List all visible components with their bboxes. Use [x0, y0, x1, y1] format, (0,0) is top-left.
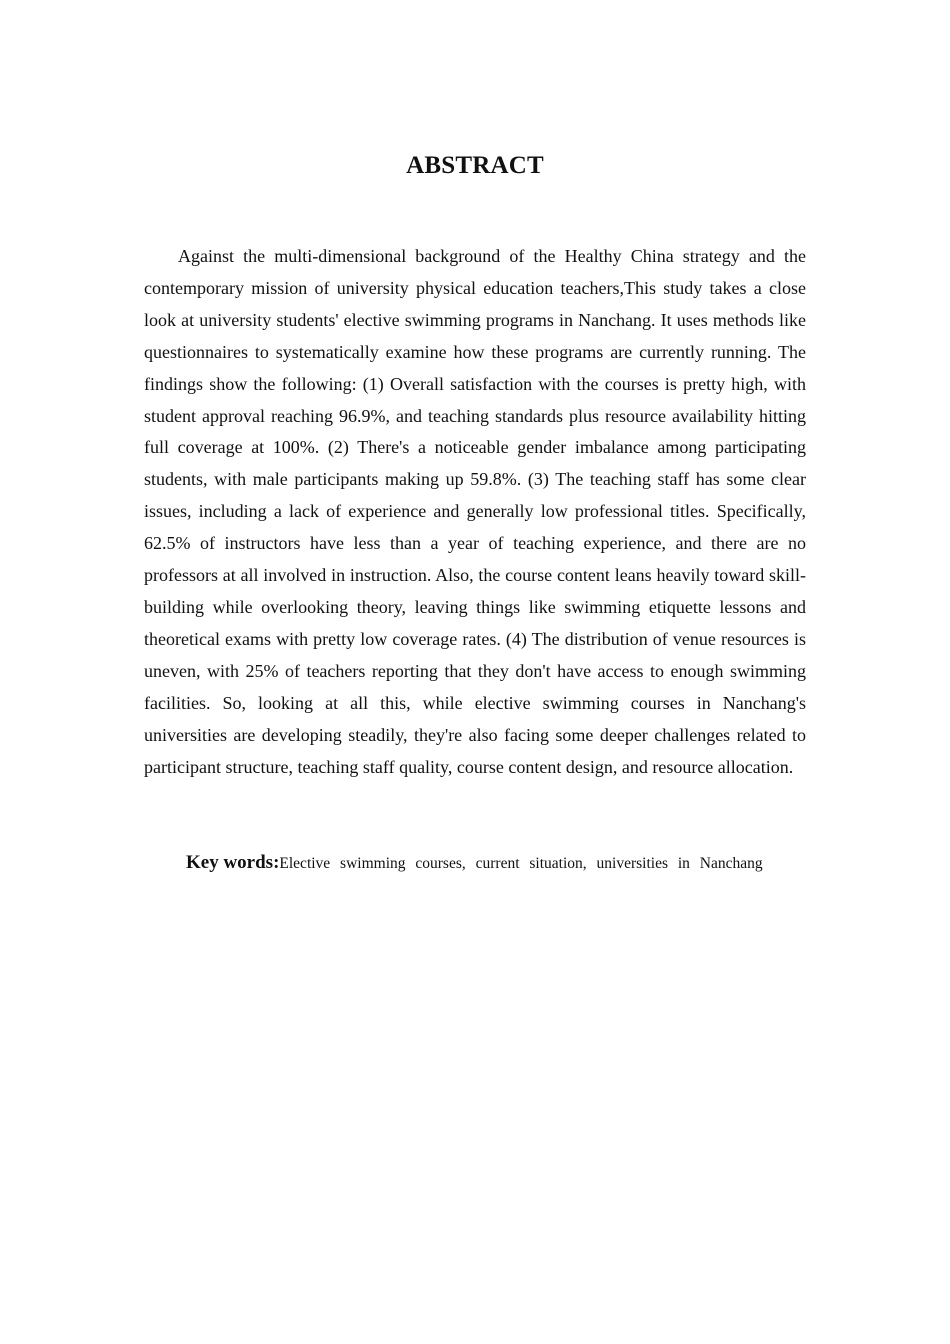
abstract-body: Against the multi-dimensional background of the Healthy China strategy and the contemporary mission of university physical education teachers,This study takes a close look at university students' elective swimming programs in Nanchang. It uses methods like questionnaires to systematically examine how these programs are currently running. The findings show the following: (1) Overall satisfaction with the courses is pretty high, with student approval reaching 96.9%, and teaching standards plus resource availability hitting full coverage at 100%. (2) There's a noticeable gender imbalance among participating students, with male participants making up 59.8%. (3) The teaching staff has some clear issues, including a lack of experience and generally low professional titles. Specifically, 62.5% of instructors have less than a year of teaching experience, and there are no professors at all involved in instruction. Also, the course content leans heavily toward skill-building while overlooking theory, leaving things like swimming etiquette lessons and theoretical exams with pretty low coverage rates. (4) The distribution of venue resources is uneven, with 25% of teachers reporting that they don't have access to enough swimming facilities. So, looking at all this, while elective swimming courses in Nanchang's universities are developing steadily, they're also facing some deeper challenges related to participant structure, teaching staff quality, course content design, and resource allocation. — [144, 246, 806, 777]
keywords-line — [186, 849, 786, 878]
keywords-value: Elective swimming courses, current situation, universities in Nanchang — [279, 855, 763, 872]
abstract-title: ABSTRACT — [406, 152, 544, 179]
keywords-label: Key words: — [186, 852, 280, 873]
